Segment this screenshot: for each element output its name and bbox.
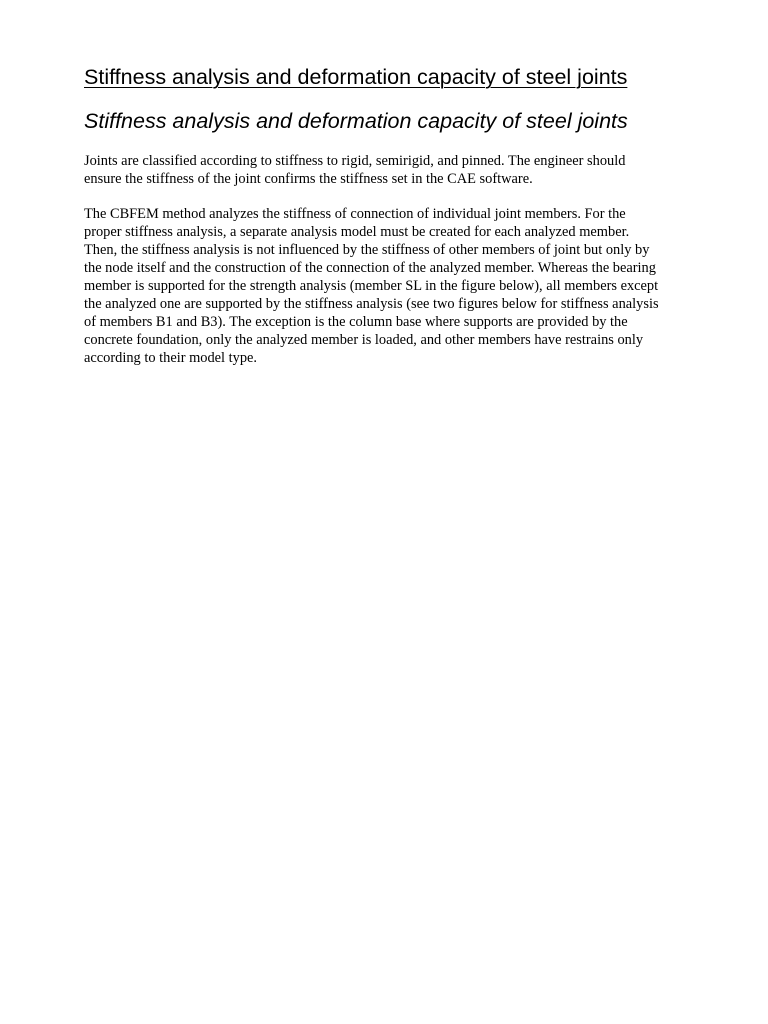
- paragraph-cbfem-stiffness: The CBFEM method analyzes the stiffness of connection of individual joint members. For the proper stiffness analysis, a separate analysis model must be created for each analyzed member. Then, the stiffness analysis is not influenced by the stiffness of other members of joint but only by the node itself and the construction of the connection of the analyzed member. Whereas the bearing member is supported for the strength analysis (member SL in the figure below), all members except the analyzed one are supported by the stiffness analysis (see two figures below for stiffness analysis of members B1 and B3). The exception is the column base where supports are provided by the concrete foundation, only the analyzed member is loaded, and other members have restrains only according to their model type.: [84, 206, 659, 366]
- paragraph-joint-classification: Joints are classified according to stiffness to rigid, semirigid, and pinned. The engineer should ensure the stiffness of the joint confirms the stiffness set in the CAE software.: [84, 153, 626, 187]
- document-subtitle: Stiffness analysis and deformation capacity of steel joints: [84, 109, 628, 133]
- document-title: Stiffness analysis and deformation capacity of steel joints: [84, 65, 628, 89]
- document-page: [84, 62, 664, 367]
